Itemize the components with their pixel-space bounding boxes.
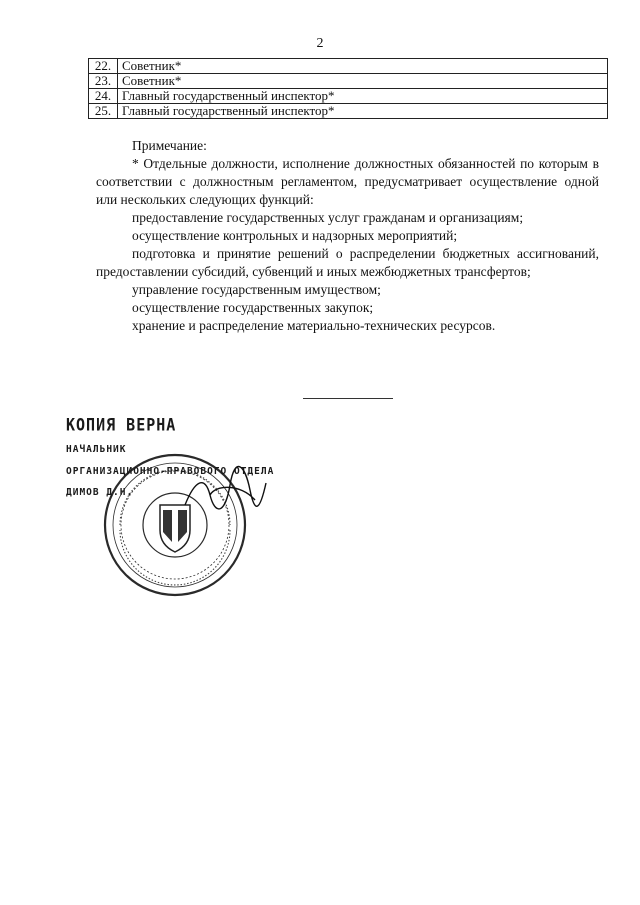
copy-certified-stamp: КОПИЯ ВЕРНА bbox=[66, 414, 177, 436]
signature-icon bbox=[180, 455, 270, 525]
note-block bbox=[96, 137, 599, 335]
row-title: Главный государственный инспектор* bbox=[118, 89, 608, 104]
positions-table bbox=[88, 58, 608, 119]
row-number: 22. bbox=[89, 59, 118, 74]
row-number: 23. bbox=[89, 74, 118, 89]
row-title: Советник* bbox=[118, 74, 608, 89]
row-number: 25. bbox=[89, 104, 118, 119]
separator-line bbox=[303, 398, 393, 399]
row-number: 24. bbox=[89, 89, 118, 104]
table-row bbox=[89, 59, 608, 74]
row-title: Советник* bbox=[118, 59, 608, 74]
note-title: Примечание: bbox=[132, 138, 207, 153]
row-title: Главный государственный инспектор* bbox=[118, 104, 608, 119]
stamp-department: ОРГАНИЗАЦИОННО-ПРАВОВОГО ОТДЕЛА bbox=[66, 466, 275, 477]
list-item: подготовка и принятие решений о распределении бюджетных ассигнований, предоставлении субсидий, субвенций и иных межбюджетных трансфертов; bbox=[96, 246, 599, 279]
page-number: 2 bbox=[316, 36, 324, 51]
list-item: осуществление контрольных и надзорных мероприятий; bbox=[132, 228, 458, 243]
table-row bbox=[89, 104, 608, 119]
table-row bbox=[89, 74, 608, 89]
stamp-name: ДИМОВ Д.Н. bbox=[66, 487, 134, 498]
list-item: осуществление государственных закупок; bbox=[132, 300, 374, 315]
list-item: предоставление государственных услуг гражданам и организациям; bbox=[132, 210, 524, 225]
list-item: хранение и распределение материально-технических ресурсов. bbox=[132, 318, 496, 333]
stamp-position: НАЧАЛЬНИК bbox=[66, 444, 127, 455]
functions-list bbox=[96, 209, 599, 335]
list-item: управление государственным имуществом; bbox=[132, 282, 381, 297]
table-row bbox=[89, 89, 608, 104]
note-intro: * Отдельные должности, исполнение должностных обязанностей по которым в соответствии с должностным регламентом, предусматривает осуществление одной или нескольких следующих функций: bbox=[96, 156, 599, 207]
